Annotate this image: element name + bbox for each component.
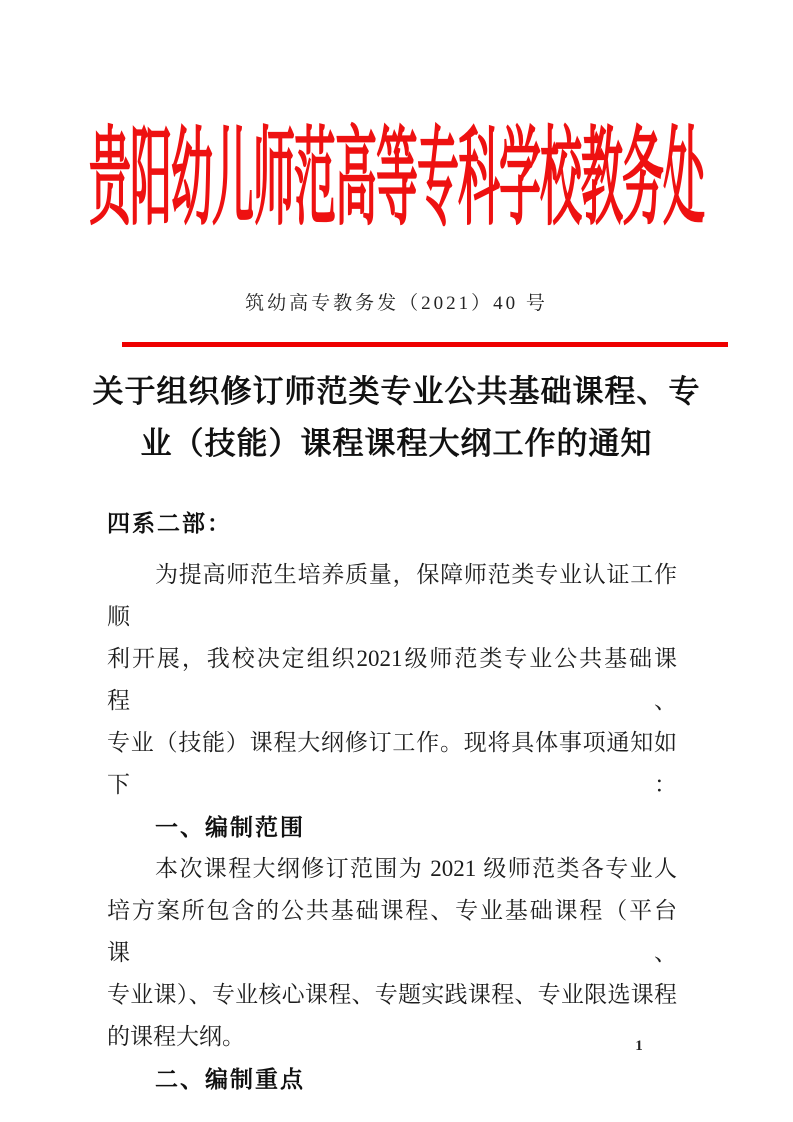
paragraph-line: 本次课程大纲修订范围为 2021 级师范类各专业人 [155,856,677,881]
doc-reference-number: 筑幼高专教务发（2021）40 号 [245,293,548,314]
paragraph-line: 培方案所包含的公共基础课程、专业基础课程（平台课、 [107,898,677,965]
paragraph-line: 利开展，我校决定组织2021级师范类专业公共基础课程、 [107,646,677,713]
red-divider-line [122,342,728,347]
document-title [60,366,733,470]
document-title-line1: 关于组织修订师范类专业公共基础课程、专 [92,374,701,409]
page-number: 1 [635,1038,643,1054]
paragraph-line: 的课程大纲。 [107,1024,245,1049]
section-heading-1: 一、编制范围 [155,814,305,840]
masthead [0,122,793,241]
section-heading-2: 二、编制重点 [155,1066,305,1092]
salutation: 四系二部： [107,510,232,536]
paragraph-line: 专业（技能）课程大纲修订工作。现将具体事项通知如下： [107,730,677,797]
paragraph-line: 为提高师范生培养质量，保障师范类专业认证工作顺 [107,562,677,629]
paragraph-line: 专业课）、专业核心课程、专题实践课程、专业限选课程 [107,982,677,1007]
masthead-title: 贵阳幼儿师范高等专科学校教务处 [88,122,704,241]
document-body [107,502,677,1100]
document-title-line2: 业（技能）课程课程大纲工作的通知 [140,426,653,461]
